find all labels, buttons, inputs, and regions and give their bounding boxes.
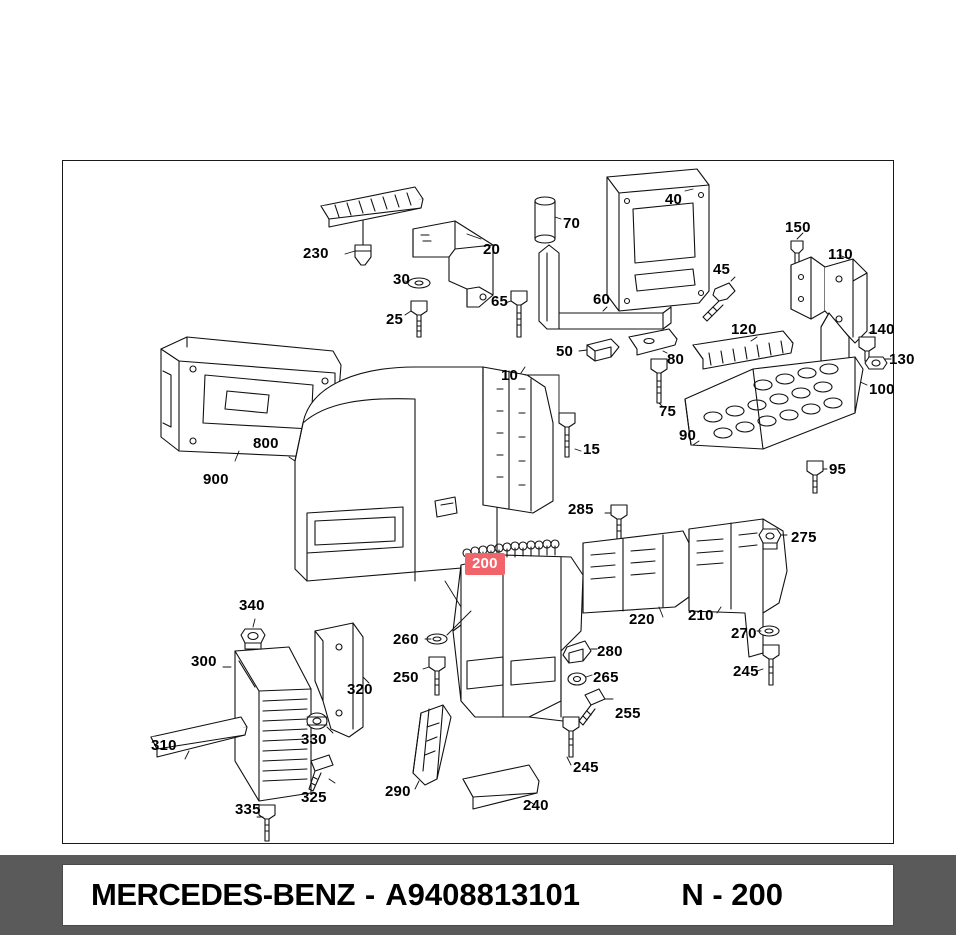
part-90-shield: [685, 357, 863, 449]
callout-300[interactable]: 300: [191, 653, 217, 670]
callout-150[interactable]: 150: [785, 219, 811, 236]
callout-325[interactable]: 325: [301, 789, 327, 806]
part-75-bolt: [651, 359, 667, 403]
callout-290[interactable]: 290: [385, 783, 411, 800]
part-25-bolt: [411, 301, 427, 337]
callout-245-center[interactable]: 245: [573, 759, 599, 776]
exploded-view-drawing: [63, 161, 895, 845]
callout-50[interactable]: 50: [556, 343, 574, 360]
callout-800[interactable]: 800: [253, 435, 279, 452]
part-265-grommet: [568, 673, 586, 685]
part-250-bolt: [429, 657, 445, 695]
footer-separator: -: [364, 877, 376, 912]
callout-200-highlighted[interactable]: 200: [465, 553, 505, 575]
callout-320[interactable]: 320: [347, 681, 373, 698]
callout-310[interactable]: 310: [151, 737, 177, 754]
part-245a-bolt: [563, 717, 579, 757]
callout-30[interactable]: 30: [393, 271, 411, 288]
callout-40[interactable]: 40: [665, 191, 683, 208]
callout-90[interactable]: 90: [679, 427, 697, 444]
callout-280[interactable]: 280: [597, 643, 623, 660]
part-285-bolt: [611, 505, 627, 541]
diagram-canvas: [63, 161, 915, 843]
part-290-bracket: [413, 705, 451, 785]
callout-335[interactable]: 335: [235, 801, 261, 818]
part-255-screw: [579, 689, 605, 725]
callout-95[interactable]: 95: [829, 461, 847, 478]
callout-250[interactable]: 250: [393, 669, 419, 686]
callout-255[interactable]: 255: [615, 705, 641, 722]
callout-20[interactable]: 20: [483, 241, 501, 258]
callout-25[interactable]: 25: [386, 311, 404, 328]
part-330-grommet: [307, 713, 327, 729]
callout-60[interactable]: 60: [593, 291, 611, 308]
part-20-bracket: [413, 221, 493, 307]
part-270-washer: [759, 626, 779, 636]
callout-110[interactable]: 110: [828, 246, 853, 263]
part-230-strip: [321, 187, 423, 265]
part-40-panel: [607, 169, 709, 311]
callout-130[interactable]: 130: [889, 351, 915, 368]
part-number: A9408813101: [385, 877, 581, 912]
brand-label: MERCEDES-BENZ: [91, 877, 355, 912]
footer-content: [62, 864, 894, 926]
callout-120[interactable]: 120: [731, 321, 757, 338]
parts-diagram-frame: [62, 160, 915, 844]
part-70-bushing: [535, 197, 555, 243]
page-code: N - 200: [681, 877, 783, 912]
callout-265[interactable]: 265: [593, 669, 619, 686]
part-50-clip: [587, 339, 619, 361]
callout-15[interactable]: 15: [583, 441, 601, 458]
part-30-washer: [408, 278, 430, 288]
part-300-cooler: [235, 647, 311, 801]
part-325-screw: [309, 755, 333, 791]
callout-900[interactable]: 900: [203, 471, 229, 488]
part-65-bolt: [511, 291, 527, 337]
callout-65[interactable]: 65: [491, 293, 509, 310]
callout-260[interactable]: 260: [393, 631, 419, 648]
callout-210[interactable]: 210: [688, 607, 714, 624]
callout-275[interactable]: 275: [791, 529, 817, 546]
callout-285[interactable]: 285: [568, 501, 594, 518]
callout-220[interactable]: 220: [629, 611, 655, 628]
callout-80[interactable]: 80: [667, 351, 685, 368]
callout-270[interactable]: 270: [731, 625, 757, 642]
callout-70[interactable]: 70: [563, 215, 581, 232]
part-245b-bolt: [763, 645, 779, 685]
callout-45[interactable]: 45: [713, 261, 731, 278]
part-340-nut: [241, 629, 265, 649]
callout-240[interactable]: 240: [523, 797, 549, 814]
part-15-bolt: [559, 413, 575, 457]
callout-340[interactable]: 340: [239, 597, 265, 614]
callout-10[interactable]: 10: [501, 367, 519, 384]
callout-330[interactable]: 330: [301, 731, 327, 748]
part-130-nut: [865, 357, 887, 369]
part-220-liner: [583, 531, 689, 613]
part-10-liner: [483, 367, 553, 513]
callout-140[interactable]: 140: [869, 321, 895, 338]
part-95-bolt: [807, 461, 823, 493]
callout-245-right[interactable]: 245: [733, 663, 759, 680]
part-335-bolt: [259, 805, 275, 841]
callout-100[interactable]: 100: [869, 381, 895, 398]
callout-75[interactable]: 75: [659, 403, 677, 420]
callout-230[interactable]: 230: [303, 245, 329, 262]
